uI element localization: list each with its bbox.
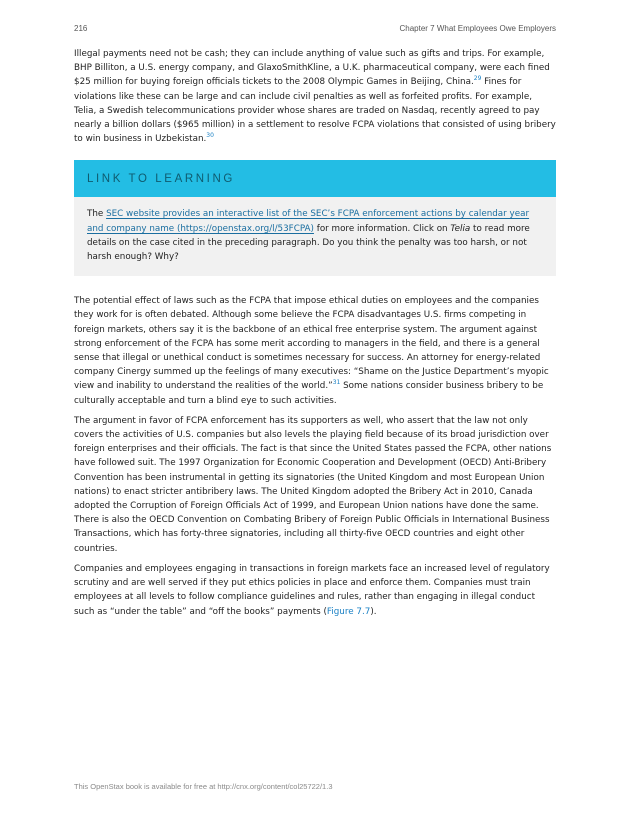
paragraph-illegal-payments (74, 47, 556, 146)
page-content (74, 47, 556, 625)
paragraph-text: ). (370, 606, 377, 617)
link-to-learning-text (87, 207, 543, 264)
figure-7-7-link[interactable]: Figure 7.7 (326, 606, 371, 617)
paragraph-text: Fines for violations like these can be large and can include civil penalties as well as forfeited profits. For example, Telia, a Swedish telecommunications provider whose shares are traded on Nasdaq, recently agreed to pay nearly a billion dollars ($965 million) in a settlement to resolve FCPA violations that consisted of using bribery to win business in Uzbekistan. (74, 77, 556, 145)
page-number: 216 (74, 24, 88, 33)
page-footer: This OpenStax book is available for free at http://cnx.org/content/col25722/1.3 (74, 782, 333, 791)
telia-emphasis: Telia (450, 223, 471, 234)
footnote-ref-29[interactable]: 29 (473, 75, 482, 83)
link-to-learning-body (74, 197, 556, 276)
paragraph-fcpa-support: The argument in favor of FCPA enforcement has its supporters as well, who assert that the law not only covers the activities of U.S. companies but also levels the playing field because of its broad jurisdiction over foreign enterprises and their officials. The fact is that since the United States passed the FCPA, other nations have followed suit. The 1997 Organization for Economic Cooperation and Development (OECD) Anti-Bribery Convention has been instrumental in getting its signatories (the United Kingdom and most European Union nations) to enact stricter antibribery laws. The United Kingdom adopted the Bribery Act in 2010, Canada adopted the Corruption of Foreign Officials Act of 1999, and European Union nations have done the same. There is also the OECD Convention on Combating Bribery of Foreign Public Officials in International Business Transactions, which has forty-three signatories, including all thirty-five OECD countries and eight other countries. (74, 415, 552, 554)
paragraph-text: to read more details on the case cited in the preceding paragraph. Do you think the penalty was too harsh, or not harsh enough? Why? (87, 223, 530, 263)
paragraph-compliance (74, 562, 556, 619)
paragraph-text: Illegal payments need not be cash; they can include anything of value such as gifts and trips. For example, BHP Billiton, a U.S. energy company, and GlaxoSmithKline, a U.K. pharmaceutical company, were each fined $25 million for buying foreign officials tickets to the 2008 Olympic Games in Beijing, China. (74, 49, 550, 88)
paragraph-fcpa-debate (74, 294, 556, 408)
link-to-learning-box (74, 160, 556, 276)
link-to-learning-title: LINK TO LEARNING (87, 172, 235, 185)
page-header (74, 24, 556, 36)
paragraph-text: for more information. Click on (313, 223, 451, 234)
footnote-ref-30[interactable]: 30 (206, 132, 214, 140)
paragraph-text: Some nations consider business bribery to be culturally acceptable and turn a blind eye to such activities. (74, 381, 544, 406)
paragraph-text: Companies and employees engaging in transactions in foreign markets face an increased level of regulatory scrutiny and are well served if they put ethics policies in place and enforce them. Companies must train employees at all levels to follow compliance guidelines and rules, rather than engaging in illegal conduct such as “under the table” and “off the books” payments ( (74, 563, 550, 617)
paragraph-text: The potential effect of laws such as the FCPA that impose ethical duties on employees and the companies they work for is often debated. Although some believe the FCPA disadvantages U.S. firms competing in foreign markets, others say it is the backbone of an ethical free enterprise system. The argument against strong enforcement of the FCPA has some merit according to managers in the field, and there is a general sense that illegal or unethical conduct is sometimes necessary for success. An attorney for energy-related company Cinergy summed up the feelings of many executives: “Shame on the Justice Department’s myopic view and inability to understand the realities of the world.” (74, 296, 549, 392)
paragraph-text: The (87, 209, 107, 220)
footnote-ref-31[interactable]: 31 (332, 379, 341, 387)
sec-website-link[interactable]: SEC website provides an interactive list of the SEC’s FCPA enforcement actions by calendar year and company name (https://openstax.org/l/53FCPA) (87, 209, 530, 234)
link-to-learning-header (74, 160, 556, 197)
chapter-title: Chapter 7 What Employees Owe Employers (399, 24, 556, 33)
